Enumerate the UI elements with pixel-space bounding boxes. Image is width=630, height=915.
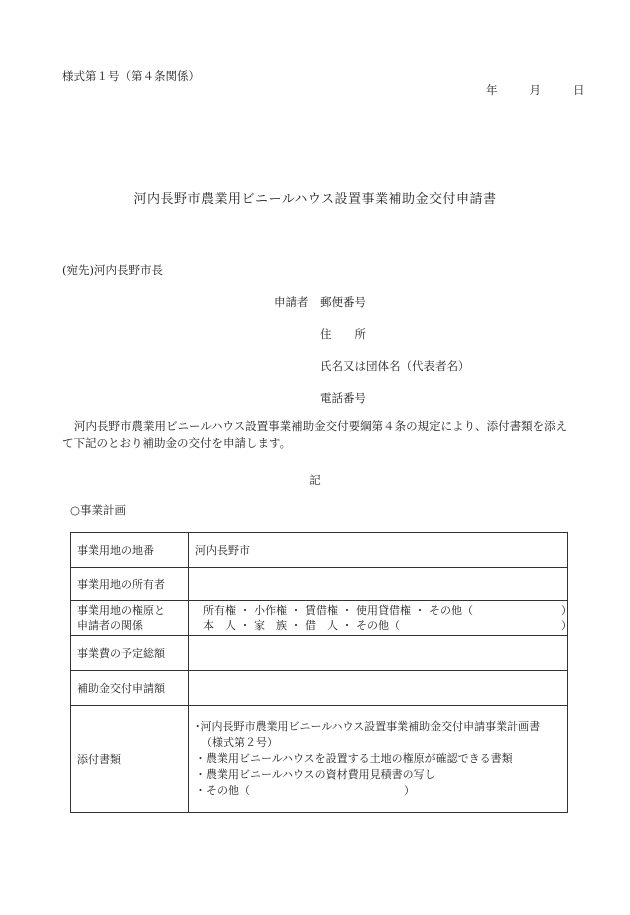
- attachment-item: ・その他（ ）: [195, 784, 415, 797]
- addressee: (宛先)河内長野市長: [62, 263, 163, 277]
- date-month: 月: [529, 83, 541, 97]
- row-label-line: 申請者の関係: [77, 619, 143, 632]
- row-label: 補助金交付申請額: [71, 671, 189, 706]
- name-label: 氏名又は団体名（代表者名）: [320, 359, 470, 373]
- date-year: 年: [486, 83, 498, 97]
- attachment-item-sub: （様式第２号）: [201, 736, 278, 749]
- table-row: [71, 601, 568, 636]
- date-line: [486, 82, 585, 98]
- owner-field[interactable]: [189, 568, 568, 601]
- address-label: 住 所: [320, 327, 366, 341]
- ki-heading: 記: [309, 473, 321, 487]
- form-number: 様式第１号（第４条関係）: [62, 69, 200, 83]
- total-cost-field[interactable]: [189, 636, 568, 671]
- row-label: 事業費の予定総額: [71, 636, 189, 671]
- document-title: 河内長野市農業用ビニールハウス設置事業補助金交付申請書: [133, 192, 497, 207]
- attachment-item: ・農業用ビニールハウスの資材費用見積書の写し: [195, 768, 436, 781]
- project-plan-table: [70, 532, 572, 813]
- attachment-item: ・農業用ビニールハウスを設置する土地の権原が確認できる書類: [195, 752, 513, 765]
- relation-options: [203, 618, 572, 633]
- phone-label: 電話番号: [320, 391, 366, 405]
- rights-options-text: 所有権 ・ 小作権 ・ 賃借権 ・ 使用貸借権 ・ その他（: [203, 604, 473, 617]
- row-label: 添付書類: [71, 706, 189, 813]
- attachment-item: ･河内長野市農業用ビニールハウス設置事業補助金交付申請事業計画書: [195, 720, 541, 733]
- applicant-label: 申請者: [274, 295, 309, 309]
- row-label: 事業用地の所有者: [71, 568, 189, 601]
- plan-heading: ○事業計画: [70, 503, 127, 517]
- date-day: 日: [573, 83, 585, 97]
- attachments-list: [189, 706, 568, 813]
- row-label: 事業用地の地番: [71, 533, 189, 568]
- lot-number-field[interactable]: 河内長野市: [189, 533, 568, 568]
- relation-close: ）: [561, 619, 572, 632]
- relation-options-text: 本 人 ・ 家 族 ・ 借 人 ・ その他（: [203, 619, 400, 632]
- postal-code-label: 郵便番号: [320, 295, 366, 309]
- rights-options: [203, 603, 572, 618]
- table-row: [71, 706, 568, 813]
- table-row: [71, 533, 568, 568]
- row-label: [71, 601, 189, 636]
- table-row: [71, 671, 568, 706]
- row-label-line: 事業用地の権原と: [77, 604, 165, 617]
- table-row: [71, 568, 568, 601]
- relation-field[interactable]: [189, 601, 572, 636]
- rights-close: ）: [561, 604, 572, 617]
- table-row: [71, 636, 568, 671]
- application-statement: 河内長野市農業用ビニールハウス設置事業補助金交付要綱第４条の規定により、添付書類を添えて下記のとおり補助金の交付を申請します。: [62, 419, 568, 450]
- subsidy-amount-field[interactable]: [189, 671, 568, 706]
